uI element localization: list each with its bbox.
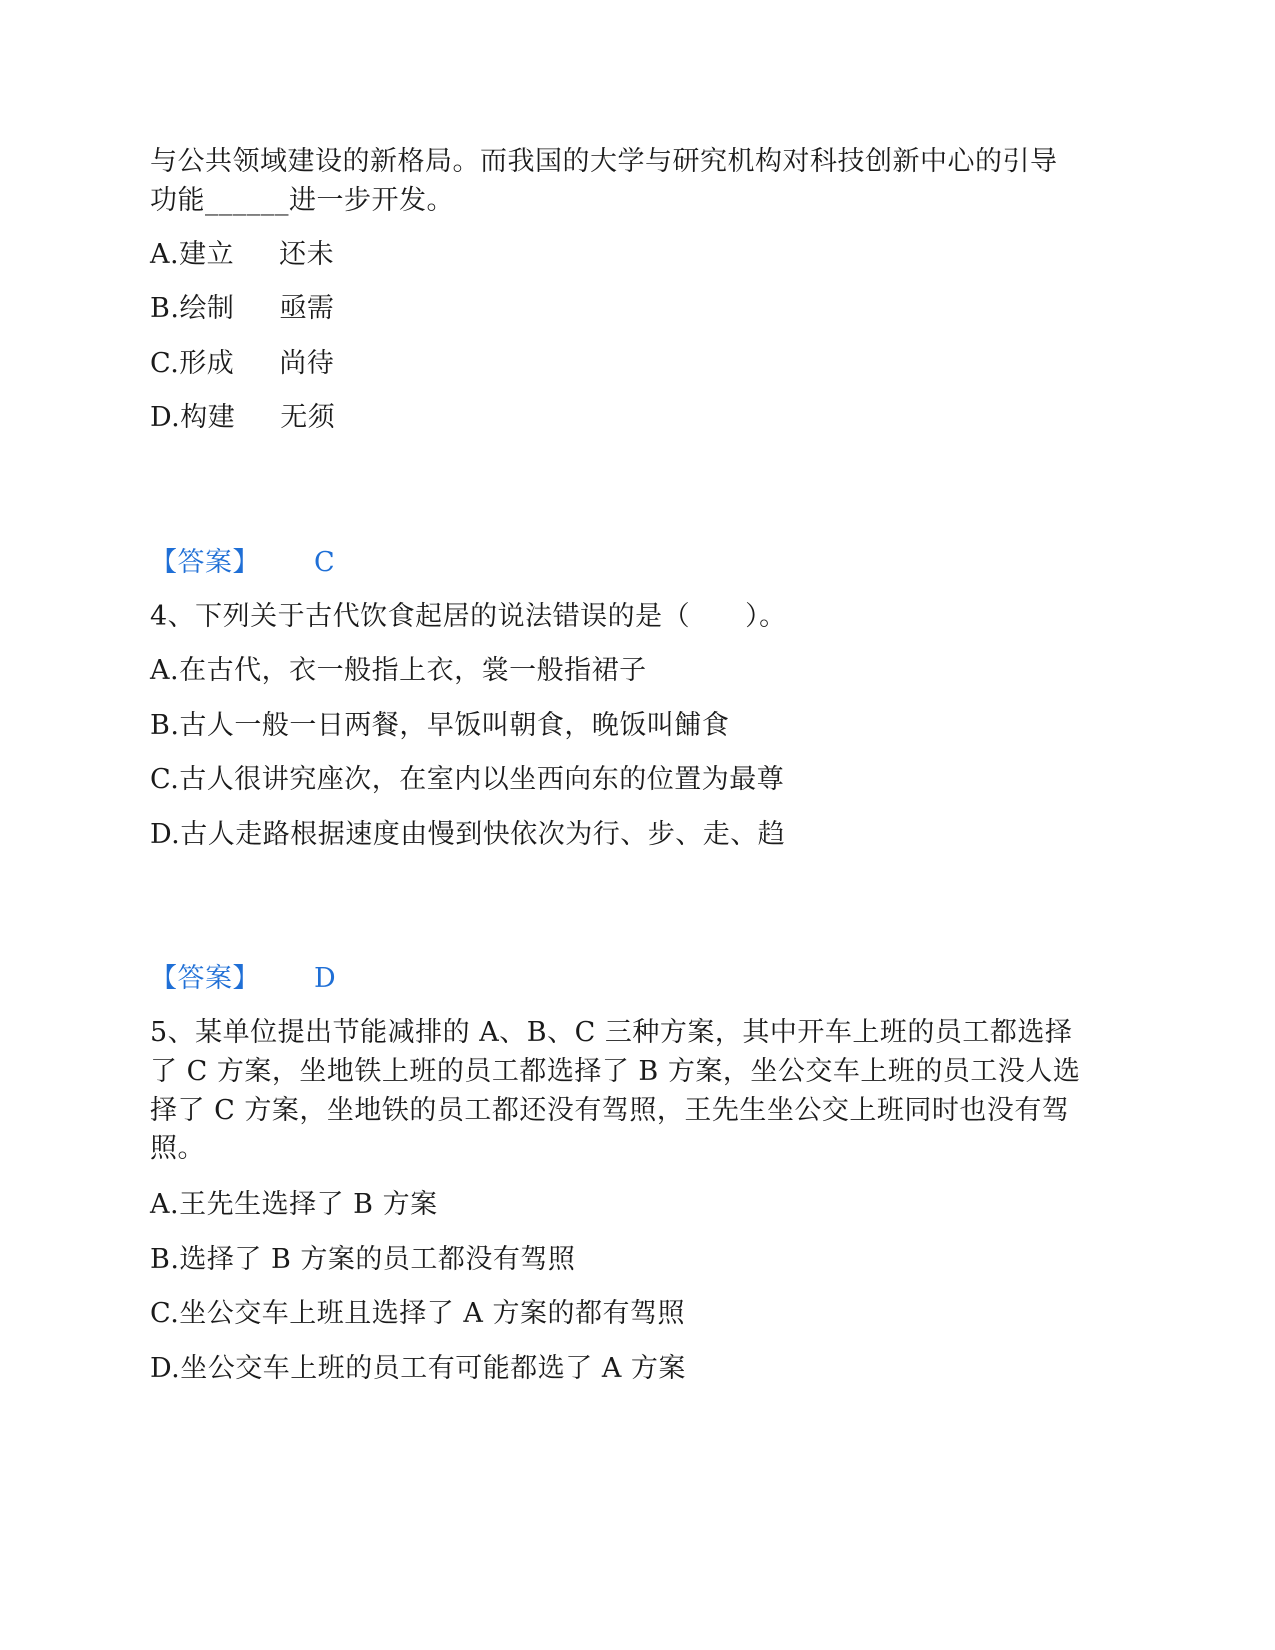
option-letter: A.: [150, 239, 180, 270]
q5-option-b: B.选择了 B 方案的员工都没有驾照: [150, 1244, 576, 1275]
q4-answer: [150, 959, 336, 999]
q4-stem: 4、下列关于古代饮食起居的说法错误的是（ ）。: [150, 601, 787, 632]
q3-option-a: [150, 235, 334, 275]
answer-label: 【答案】: [150, 963, 260, 994]
option-word-1: 形成: [179, 348, 235, 379]
option-letter: B.: [150, 293, 180, 324]
q5-option-c: C.坐公交车上班且选择了 A 方案的都有驾照: [150, 1298, 685, 1329]
option-letter: D.: [150, 402, 181, 433]
answer-value: C: [314, 547, 336, 578]
answer-value: D: [314, 963, 337, 994]
q5-stem-line-2: 了 C 方案，坐地铁上班的员工都选择了 B 方案，坐公交车上班的员工没人选: [150, 1056, 1081, 1087]
q4-option-b: B.古人一般一日两餐，早饭叫朝食，晚饭叫餔食: [150, 710, 730, 741]
q3-stem-line-1: 与公共领域建设的新格局。而我国的大学与研究机构对科技创新中心的引导: [150, 146, 1058, 177]
option-letter: C.: [150, 348, 180, 379]
q5-stem-line-1: 5、某单位提出节能减排的 A、B、C 三种方案，其中开车上班的员工都选择: [150, 1017, 1073, 1048]
q3-option-d: [150, 398, 335, 438]
q5-stem-line-4: 照。: [150, 1133, 205, 1164]
q4-option-d: D.古人走路根据速度由慢到快依次为行、步、走、趋: [150, 819, 786, 850]
option-word-2: 还未: [279, 239, 335, 270]
q4-option-a: A.在古代，衣一般指上衣，裳一般指裙子: [150, 655, 647, 686]
q3-stem-line-2: 功能______进一步开发。: [150, 185, 454, 216]
q5-option-a: A.王先生选择了 B 方案: [150, 1189, 438, 1220]
option-word-2: 无须: [280, 402, 336, 433]
q3-option-b: [150, 289, 334, 329]
option-word-1: 构建: [180, 402, 236, 433]
q3-option-c: [150, 344, 334, 384]
option-word-1: 建立: [179, 239, 235, 270]
option-word-1: 绘制: [179, 293, 235, 324]
q5-option-d: D.坐公交车上班的员工有可能都选了 A 方案: [150, 1353, 686, 1384]
option-word-2: 亟需: [279, 293, 335, 324]
q5-stem-line-3: 择了 C 方案，坐地铁的员工都还没有驾照，王先生坐公交上班同时也没有驾: [150, 1095, 1070, 1126]
answer-label: 【答案】: [150, 547, 260, 578]
q4-option-c: C.古人很讲究座次，在室内以坐西向东的位置为最尊: [150, 764, 785, 795]
q3-answer: [150, 543, 335, 583]
option-word-2: 尚待: [279, 348, 335, 379]
